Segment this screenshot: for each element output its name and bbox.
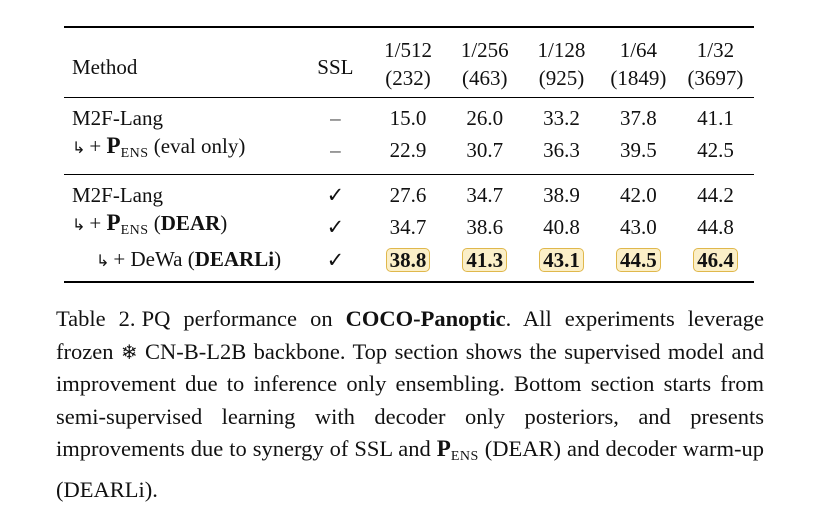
best-value-cell xyxy=(600,245,677,282)
header-split-frac: 1/512 xyxy=(384,38,432,62)
value-cell: 41.1 xyxy=(697,106,734,130)
value-cell: 34.7 xyxy=(389,215,427,239)
p-ens-subscript: ENS xyxy=(450,449,479,464)
snowflake-icon: ❄ xyxy=(120,339,138,364)
highlighted-value: 41.3 xyxy=(462,248,507,272)
header-split-count: (925) xyxy=(538,66,585,90)
table-caption xyxy=(56,303,764,506)
highlighted-value: 46.4 xyxy=(693,248,738,272)
highlighted-value: 43.1 xyxy=(539,248,584,272)
highlighted-value: 44.5 xyxy=(616,248,661,272)
value-cell: 34.7 xyxy=(466,183,504,207)
caption-label: Table 2. xyxy=(56,306,136,331)
value-cell: 40.8 xyxy=(543,215,580,239)
value-cell: 36.3 xyxy=(543,138,580,162)
method-cell: M2F-Lang xyxy=(72,106,163,130)
p-ens-symbol: P xyxy=(106,133,121,158)
header-split-count: (463) xyxy=(462,66,508,90)
header-split-count: (3697) xyxy=(687,66,744,90)
p-ens-symbol: P xyxy=(436,436,451,461)
value-cell: 44.2 xyxy=(697,183,734,207)
value-cell: 15.0 xyxy=(389,106,427,130)
caption-text: CN-B-L2B backbone. Top section shows the supervised model and improvement due to inference only ensembling. Bottom section starts from semi-supervised learning with decoder only posteriors, and presents improvements due to synergy of SSL and xyxy=(56,338,764,461)
method-suffix-close: ) xyxy=(274,247,282,271)
best-value-cell xyxy=(446,245,523,282)
highlighted-value: 38.8 xyxy=(386,248,431,272)
sub-arrow-icon: ↳ xyxy=(96,251,110,270)
table-row xyxy=(64,209,754,245)
value-cell: 30.7 xyxy=(466,138,504,162)
value-cell: 39.5 xyxy=(619,138,657,162)
ssl-cell: – xyxy=(330,106,341,130)
caption-text: (DEAR) and decoder warm-up (DEARLi). xyxy=(56,436,764,502)
method-suffix-open: ( xyxy=(187,247,195,271)
table-row xyxy=(64,245,754,282)
header-split-frac: 1/64 xyxy=(619,38,658,62)
results-table-container xyxy=(64,26,754,283)
method-suffix-open: ( xyxy=(153,211,161,235)
value-cell: 43.0 xyxy=(619,215,657,239)
value-cell: 33.2 xyxy=(543,106,580,130)
value-cell: 42.0 xyxy=(619,183,657,207)
table-row xyxy=(64,175,754,210)
header-ssl: SSL xyxy=(317,54,354,79)
best-value-cell xyxy=(523,245,600,282)
method-prefix: + DeWa xyxy=(113,247,183,271)
caption-dataset: COCO-Panoptic xyxy=(345,306,506,331)
method-name-bold: DEAR xyxy=(160,211,221,235)
value-cell: 42.5 xyxy=(697,138,734,162)
method-prefix: + xyxy=(89,134,102,158)
p-ens-subscript: ENS xyxy=(120,223,149,238)
ssl-checkmark: ✓ xyxy=(326,248,345,272)
ssl-cell: – xyxy=(330,138,341,162)
value-cell: 26.0 xyxy=(466,106,504,130)
header-row xyxy=(64,27,754,64)
method-cell xyxy=(64,132,301,175)
caption-text: . All experiments leverage frozen xyxy=(56,306,764,364)
value-cell: 38.9 xyxy=(543,183,580,207)
method-cell: M2F-Lang xyxy=(72,183,163,207)
method-suffix: (eval only) xyxy=(153,134,246,158)
value-cell: 44.8 xyxy=(697,215,734,239)
best-value-cell xyxy=(370,245,447,282)
method-cell xyxy=(64,209,301,245)
ssl-checkmark: ✓ xyxy=(326,183,345,207)
sub-arrow-icon: ↳ xyxy=(72,215,86,234)
caption-text: PQ performance on xyxy=(141,306,346,331)
ssl-checkmark: ✓ xyxy=(326,215,345,239)
header-split-frac: 1/32 xyxy=(696,38,735,62)
header-method: Method xyxy=(72,54,138,79)
method-prefix: + xyxy=(89,211,102,235)
value-cell: 27.6 xyxy=(389,183,427,207)
value-cell: 37.8 xyxy=(619,106,657,130)
sub-arrow-icon: ↳ xyxy=(72,138,86,157)
header-split-frac: 1/256 xyxy=(460,38,509,62)
results-table xyxy=(64,26,754,283)
method-suffix-close: ) xyxy=(220,211,228,235)
best-value-cell xyxy=(677,245,754,282)
value-cell: 38.6 xyxy=(466,215,504,239)
table-row xyxy=(64,132,754,175)
header-split-frac: 1/128 xyxy=(537,38,586,62)
method-cell xyxy=(64,245,301,282)
value-cell: 22.9 xyxy=(389,138,427,162)
table-row xyxy=(64,98,754,133)
header-split-count: (1849) xyxy=(610,66,667,90)
method-name-bold: DEARLi xyxy=(194,247,275,271)
header-split-count: (232) xyxy=(385,66,431,90)
p-ens-subscript: ENS xyxy=(120,146,149,161)
p-ens-symbol: P xyxy=(106,210,121,235)
